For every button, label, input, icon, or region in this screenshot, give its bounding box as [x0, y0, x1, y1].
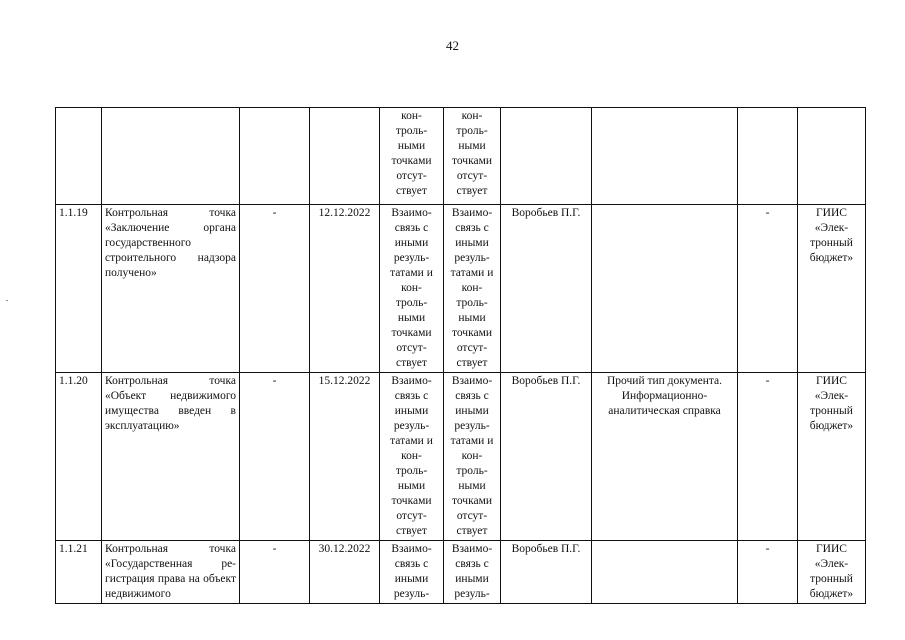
table-row: [56, 205, 866, 373]
cell-responsible: Воробьев П.Г.: [501, 541, 592, 604]
cell-name: Контрольная точка «Государственная ре-гистрация права на объект недвижимого: [102, 541, 240, 604]
cell-doc-type: Прочий тип документа. Информационно- аналитическая справка: [592, 373, 738, 541]
cell-relation-2: Взаимо- связь с иными резуль-: [444, 541, 501, 604]
cell-system: [798, 108, 866, 205]
cell-num: [56, 108, 102, 205]
cell-dash: [738, 108, 798, 205]
control-points-table: [55, 107, 866, 604]
cell-dash: -: [738, 541, 798, 604]
cell-relation-2: Взаимо- связь с иными резуль- татами и кон- троль- ными точками отсут- ствует: [444, 205, 501, 373]
cell-name: Контрольная точка «Заключение органа государственного строительного надзора получено»: [102, 205, 240, 373]
cell-responsible: Воробьев П.Г.: [501, 373, 592, 541]
cell-dash: -: [738, 205, 798, 373]
cell-date: [310, 108, 380, 205]
cell-dash: -: [240, 373, 310, 541]
cell-num: 1.1.21: [56, 541, 102, 604]
cell-doc-type: [592, 108, 738, 205]
cell-responsible: Воробьев П.Г.: [501, 205, 592, 373]
cell-relation-1: Взаимо- связь с иными резуль- татами и кон- троль- ными точками отсут- ствует: [380, 373, 444, 541]
cell-dash: [240, 108, 310, 205]
cell-responsible: [501, 108, 592, 205]
cell-dash: -: [738, 373, 798, 541]
cell-relation-1: Взаимо- связь с иными резуль- татами и кон- троль- ными точками отсут- ствует: [380, 205, 444, 373]
cell-name: Контрольная точка «Объект недвижимого имущества введен в эксплуатацию»: [102, 373, 240, 541]
margin-mark: [6, 300, 8, 301]
cell-system: ГИИС «Элек- тронный бюджет»: [798, 205, 866, 373]
cell-relation-2: кон- троль- ными точками отсут- ствует: [444, 108, 501, 205]
table-row: [56, 541, 866, 604]
cell-doc-type: [592, 205, 738, 373]
cell-dash: -: [240, 205, 310, 373]
cell-date: 30.12.2022: [310, 541, 380, 604]
cell-num: 1.1.19: [56, 205, 102, 373]
cell-date: 15.12.2022: [310, 373, 380, 541]
page-number: 42: [446, 38, 459, 53]
table-row: [56, 373, 866, 541]
cell-num: 1.1.20: [56, 373, 102, 541]
cell-doc-type: [592, 541, 738, 604]
table-row-continuation: [56, 108, 866, 205]
cell-dash: -: [240, 541, 310, 604]
cell-relation-1: кон- троль- ными точками отсут- ствует: [380, 108, 444, 205]
cell-name: [102, 108, 240, 205]
cell-relation-1: Взаимо- связь с иными резуль-: [380, 541, 444, 604]
cell-system: ГИИС «Элек- тронный бюджет»: [798, 373, 866, 541]
cell-relation-2: Взаимо- связь с иными резуль- татами и кон- троль- ными точками отсут- ствует: [444, 373, 501, 541]
cell-date: 12.12.2022: [310, 205, 380, 373]
cell-system: ГИИС «Элек- тронный бюджет»: [798, 541, 866, 604]
